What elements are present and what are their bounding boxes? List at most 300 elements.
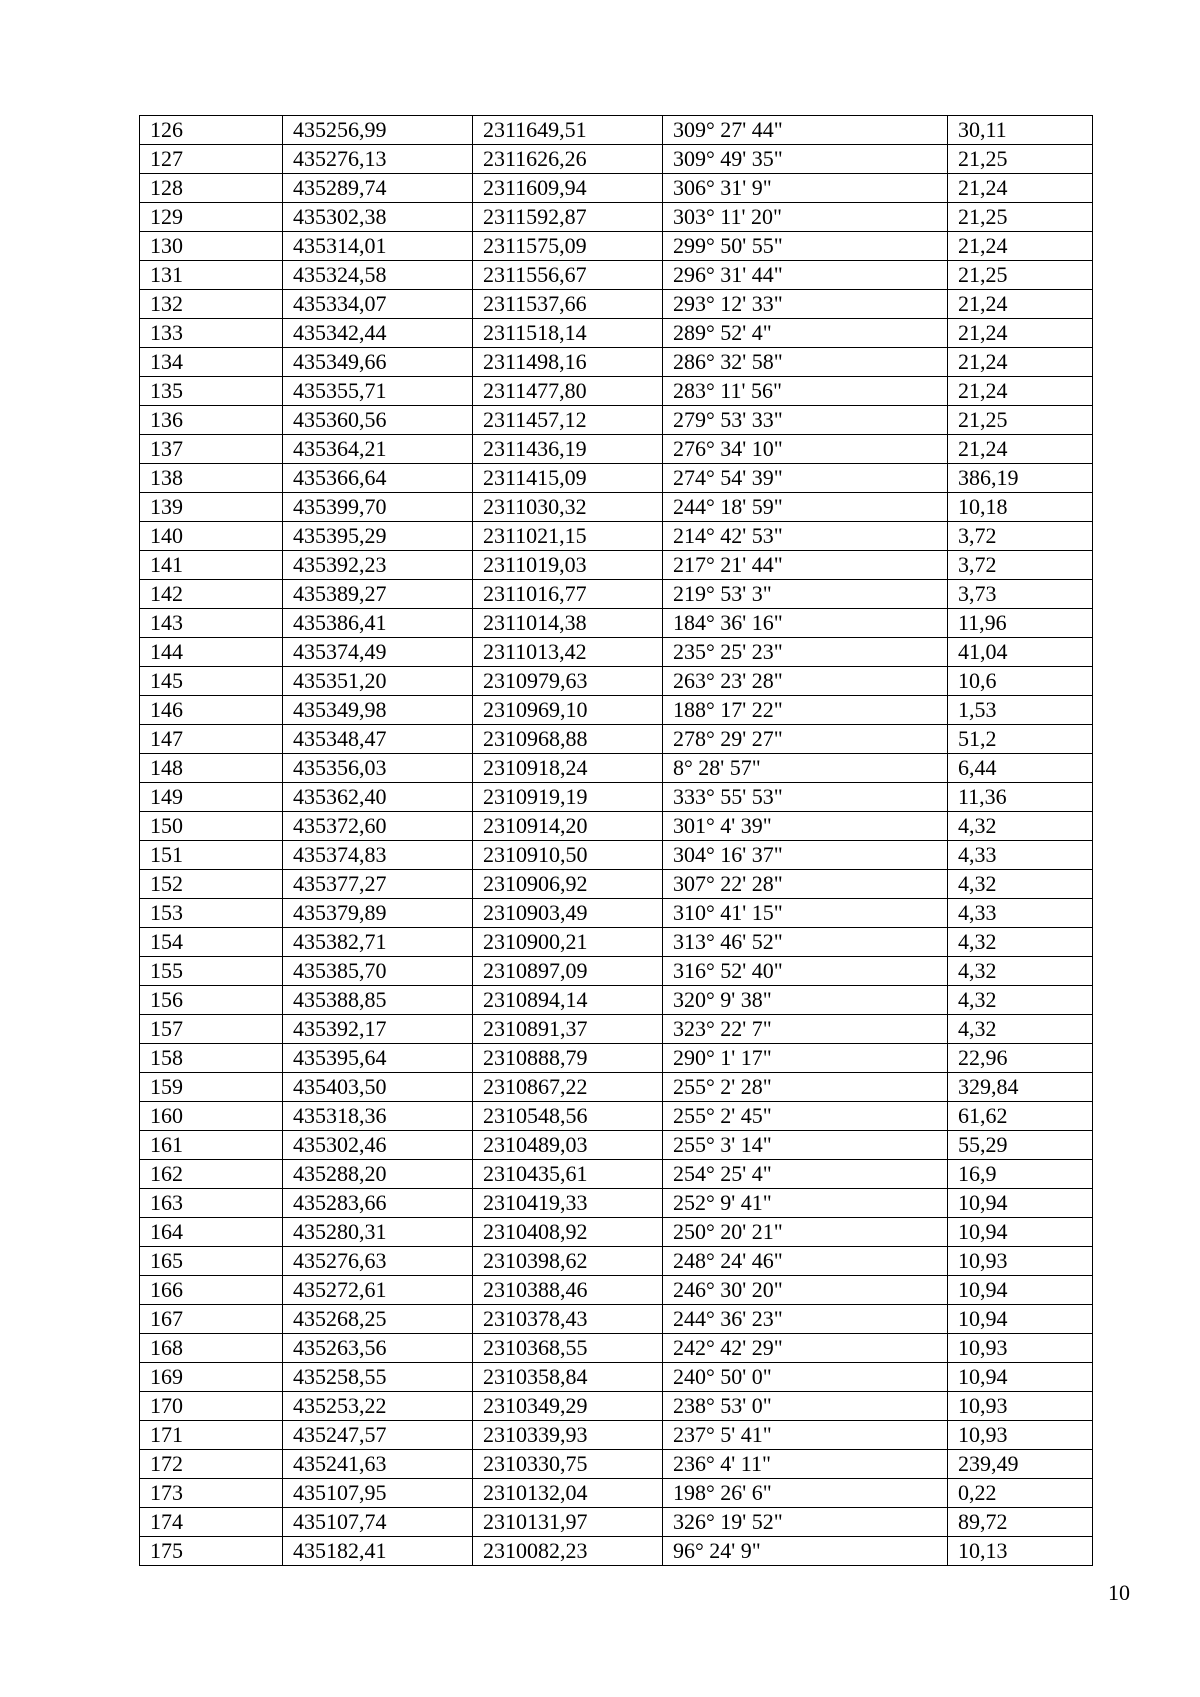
point-number-cell: 157 [140, 1015, 283, 1044]
x-coordinate-cell: 435268,25 [283, 1305, 473, 1334]
table-row [140, 1189, 1093, 1218]
direction-angle-cell: 235° 25' 23" [663, 638, 948, 667]
point-number-cell: 167 [140, 1305, 283, 1334]
distance-cell: 4,33 [948, 841, 1093, 870]
direction-angle-cell: 248° 24' 46" [663, 1247, 948, 1276]
direction-angle-cell: 96° 24' 9" [663, 1537, 948, 1566]
y-coordinate-cell: 2310082,23 [473, 1537, 663, 1566]
x-coordinate-cell: 435289,74 [283, 174, 473, 203]
distance-cell: 51,2 [948, 725, 1093, 754]
point-number-cell: 172 [140, 1450, 283, 1479]
distance-cell: 21,24 [948, 232, 1093, 261]
table-row [140, 1334, 1093, 1363]
x-coordinate-cell: 435388,85 [283, 986, 473, 1015]
table-row [140, 116, 1093, 145]
y-coordinate-cell: 2311477,80 [473, 377, 663, 406]
point-number-cell: 132 [140, 290, 283, 319]
x-coordinate-cell: 435253,22 [283, 1392, 473, 1421]
direction-angle-cell: 255° 2' 45" [663, 1102, 948, 1131]
table-row [140, 1247, 1093, 1276]
x-coordinate-cell: 435349,66 [283, 348, 473, 377]
y-coordinate-cell: 2310349,29 [473, 1392, 663, 1421]
direction-angle-cell: 255° 3' 14" [663, 1131, 948, 1160]
distance-cell: 4,32 [948, 812, 1093, 841]
distance-cell: 3,73 [948, 580, 1093, 609]
y-coordinate-cell: 2311014,38 [473, 609, 663, 638]
table-row [140, 1276, 1093, 1305]
point-number-cell: 146 [140, 696, 283, 725]
direction-angle-cell: 306° 31' 9" [663, 174, 948, 203]
table-row [140, 203, 1093, 232]
direction-angle-cell: 198° 26' 6" [663, 1479, 948, 1508]
point-number-cell: 127 [140, 145, 283, 174]
direction-angle-cell: 279° 53' 33" [663, 406, 948, 435]
distance-cell: 21,25 [948, 406, 1093, 435]
point-number-cell: 135 [140, 377, 283, 406]
point-number-cell: 162 [140, 1160, 283, 1189]
direction-angle-cell: 320° 9' 38" [663, 986, 948, 1015]
distance-cell: 10,94 [948, 1276, 1093, 1305]
distance-cell: 21,25 [948, 145, 1093, 174]
y-coordinate-cell: 2310919,19 [473, 783, 663, 812]
table-row [140, 522, 1093, 551]
x-coordinate-cell: 435302,46 [283, 1131, 473, 1160]
point-number-cell: 154 [140, 928, 283, 957]
x-coordinate-cell: 435349,98 [283, 696, 473, 725]
direction-angle-cell: 255° 2' 28" [663, 1073, 948, 1102]
table-row [140, 1073, 1093, 1102]
distance-cell: 22,96 [948, 1044, 1093, 1073]
x-coordinate-cell: 435374,49 [283, 638, 473, 667]
distance-cell: 4,32 [948, 957, 1093, 986]
x-coordinate-cell: 435302,38 [283, 203, 473, 232]
direction-angle-cell: 238° 53' 0" [663, 1392, 948, 1421]
x-coordinate-cell: 435342,44 [283, 319, 473, 348]
distance-cell: 4,32 [948, 928, 1093, 957]
coordinates-table [139, 115, 1093, 1566]
x-coordinate-cell: 435364,21 [283, 435, 473, 464]
x-coordinate-cell: 435382,71 [283, 928, 473, 957]
direction-angle-cell: 276° 34' 10" [663, 435, 948, 464]
table-row [140, 725, 1093, 754]
point-number-cell: 142 [140, 580, 283, 609]
table-row [140, 290, 1093, 319]
x-coordinate-cell: 435372,60 [283, 812, 473, 841]
direction-angle-cell: 240° 50' 0" [663, 1363, 948, 1392]
direction-angle-cell: 237° 5' 41" [663, 1421, 948, 1450]
x-coordinate-cell: 435107,95 [283, 1479, 473, 1508]
y-coordinate-cell: 2311457,12 [473, 406, 663, 435]
distance-cell: 10,93 [948, 1392, 1093, 1421]
point-number-cell: 158 [140, 1044, 283, 1073]
point-number-cell: 174 [140, 1508, 283, 1537]
y-coordinate-cell: 2310900,21 [473, 928, 663, 957]
point-number-cell: 129 [140, 203, 283, 232]
point-number-cell: 153 [140, 899, 283, 928]
point-number-cell: 152 [140, 870, 283, 899]
x-coordinate-cell: 435272,61 [283, 1276, 473, 1305]
point-number-cell: 145 [140, 667, 283, 696]
direction-angle-cell: 252° 9' 41" [663, 1189, 948, 1218]
table-row [140, 957, 1093, 986]
distance-cell: 21,24 [948, 174, 1093, 203]
direction-angle-cell: 309° 49' 35" [663, 145, 948, 174]
table-row [140, 1508, 1093, 1537]
direction-angle-cell: 250° 20' 21" [663, 1218, 948, 1247]
distance-cell: 55,29 [948, 1131, 1093, 1160]
direction-angle-cell: 304° 16' 37" [663, 841, 948, 870]
table-row [140, 145, 1093, 174]
table-row [140, 493, 1093, 522]
x-coordinate-cell: 435276,13 [283, 145, 473, 174]
distance-cell: 329,84 [948, 1073, 1093, 1102]
y-coordinate-cell: 2310131,97 [473, 1508, 663, 1537]
y-coordinate-cell: 2311436,19 [473, 435, 663, 464]
x-coordinate-cell: 435395,64 [283, 1044, 473, 1073]
table-row [140, 406, 1093, 435]
distance-cell: 4,33 [948, 899, 1093, 928]
point-number-cell: 134 [140, 348, 283, 377]
table-row [140, 1015, 1093, 1044]
table-row [140, 1102, 1093, 1131]
x-coordinate-cell: 435355,71 [283, 377, 473, 406]
distance-cell: 10,93 [948, 1334, 1093, 1363]
distance-cell: 4,32 [948, 1015, 1093, 1044]
direction-angle-cell: 293° 12' 33" [663, 290, 948, 319]
table-row [140, 1218, 1093, 1247]
table-row [140, 174, 1093, 203]
table-row [140, 870, 1093, 899]
x-coordinate-cell: 435276,63 [283, 1247, 473, 1276]
x-coordinate-cell: 435324,58 [283, 261, 473, 290]
table-row [140, 261, 1093, 290]
point-number-cell: 171 [140, 1421, 283, 1450]
y-coordinate-cell: 2310435,61 [473, 1160, 663, 1189]
distance-cell: 21,24 [948, 435, 1093, 464]
distance-cell: 21,25 [948, 261, 1093, 290]
point-number-cell: 156 [140, 986, 283, 1015]
y-coordinate-cell: 2310979,63 [473, 667, 663, 696]
point-number-cell: 169 [140, 1363, 283, 1392]
y-coordinate-cell: 2310339,93 [473, 1421, 663, 1450]
distance-cell: 21,24 [948, 348, 1093, 377]
point-number-cell: 136 [140, 406, 283, 435]
table-row [140, 899, 1093, 928]
x-coordinate-cell: 435247,57 [283, 1421, 473, 1450]
point-number-cell: 143 [140, 609, 283, 638]
x-coordinate-cell: 435395,29 [283, 522, 473, 551]
x-coordinate-cell: 435374,83 [283, 841, 473, 870]
point-number-cell: 126 [140, 116, 283, 145]
table-row [140, 928, 1093, 957]
y-coordinate-cell: 2310368,55 [473, 1334, 663, 1363]
y-coordinate-cell: 2310132,04 [473, 1479, 663, 1508]
table-row [140, 1392, 1093, 1421]
distance-cell: 4,32 [948, 986, 1093, 1015]
distance-cell: 21,25 [948, 203, 1093, 232]
x-coordinate-cell: 435360,56 [283, 406, 473, 435]
x-coordinate-cell: 435283,66 [283, 1189, 473, 1218]
direction-angle-cell: 316° 52' 40" [663, 957, 948, 986]
point-number-cell: 164 [140, 1218, 283, 1247]
y-coordinate-cell: 2310358,84 [473, 1363, 663, 1392]
distance-cell: 3,72 [948, 551, 1093, 580]
y-coordinate-cell: 2310398,62 [473, 1247, 663, 1276]
table-row [140, 696, 1093, 725]
x-coordinate-cell: 435334,07 [283, 290, 473, 319]
direction-angle-cell: 242° 42' 29" [663, 1334, 948, 1363]
table-row [140, 754, 1093, 783]
point-number-cell: 168 [140, 1334, 283, 1363]
point-number-cell: 131 [140, 261, 283, 290]
y-coordinate-cell: 2311518,14 [473, 319, 663, 348]
point-number-cell: 173 [140, 1479, 283, 1508]
direction-angle-cell: 274° 54' 39" [663, 464, 948, 493]
distance-cell: 10,93 [948, 1421, 1093, 1450]
table-row [140, 232, 1093, 261]
direction-angle-cell: 313° 46' 52" [663, 928, 948, 957]
x-coordinate-cell: 435377,27 [283, 870, 473, 899]
point-number-cell: 144 [140, 638, 283, 667]
x-coordinate-cell: 435182,41 [283, 1537, 473, 1566]
table-row [140, 464, 1093, 493]
point-number-cell: 170 [140, 1392, 283, 1421]
distance-cell: 10,94 [948, 1363, 1093, 1392]
direction-angle-cell: 8° 28' 57" [663, 754, 948, 783]
distance-cell: 3,72 [948, 522, 1093, 551]
x-coordinate-cell: 435351,20 [283, 667, 473, 696]
table-row [140, 1044, 1093, 1073]
direction-angle-cell: 286° 32' 58" [663, 348, 948, 377]
point-number-cell: 138 [140, 464, 283, 493]
direction-angle-cell: 299° 50' 55" [663, 232, 948, 261]
y-coordinate-cell: 2310330,75 [473, 1450, 663, 1479]
direction-angle-cell: 301° 4' 39" [663, 812, 948, 841]
table-row [140, 783, 1093, 812]
x-coordinate-cell: 435379,89 [283, 899, 473, 928]
distance-cell: 10,13 [948, 1537, 1093, 1566]
table-row [140, 1131, 1093, 1160]
x-coordinate-cell: 435348,47 [283, 725, 473, 754]
y-coordinate-cell: 2311575,09 [473, 232, 663, 261]
direction-angle-cell: 323° 22' 7" [663, 1015, 948, 1044]
y-coordinate-cell: 2310867,22 [473, 1073, 663, 1102]
y-coordinate-cell: 2311030,32 [473, 493, 663, 522]
y-coordinate-cell: 2311626,26 [473, 145, 663, 174]
x-coordinate-cell: 435314,01 [283, 232, 473, 261]
x-coordinate-cell: 435280,31 [283, 1218, 473, 1247]
direction-angle-cell: 254° 25' 4" [663, 1160, 948, 1189]
direction-angle-cell: 310° 41' 15" [663, 899, 948, 928]
point-number-cell: 175 [140, 1537, 283, 1566]
table-row [140, 841, 1093, 870]
y-coordinate-cell: 2310408,92 [473, 1218, 663, 1247]
point-number-cell: 128 [140, 174, 283, 203]
distance-cell: 21,24 [948, 377, 1093, 406]
point-number-cell: 130 [140, 232, 283, 261]
table-row [140, 986, 1093, 1015]
point-number-cell: 148 [140, 754, 283, 783]
y-coordinate-cell: 2310489,03 [473, 1131, 663, 1160]
x-coordinate-cell: 435258,55 [283, 1363, 473, 1392]
distance-cell: 30,11 [948, 116, 1093, 145]
distance-cell: 0,22 [948, 1479, 1093, 1508]
distance-cell: 61,62 [948, 1102, 1093, 1131]
distance-cell: 41,04 [948, 638, 1093, 667]
table-row [140, 1160, 1093, 1189]
y-coordinate-cell: 2310548,56 [473, 1102, 663, 1131]
direction-angle-cell: 244° 18' 59" [663, 493, 948, 522]
y-coordinate-cell: 2310903,49 [473, 899, 663, 928]
direction-angle-cell: 188° 17' 22" [663, 696, 948, 725]
x-coordinate-cell: 435392,23 [283, 551, 473, 580]
table-row [140, 1305, 1093, 1334]
y-coordinate-cell: 2311649,51 [473, 116, 663, 145]
table-row [140, 377, 1093, 406]
direction-angle-cell: 263° 23' 28" [663, 667, 948, 696]
x-coordinate-cell: 435386,41 [283, 609, 473, 638]
y-coordinate-cell: 2311609,94 [473, 174, 663, 203]
point-number-cell: 137 [140, 435, 283, 464]
y-coordinate-cell: 2310894,14 [473, 986, 663, 1015]
y-coordinate-cell: 2311498,16 [473, 348, 663, 377]
x-coordinate-cell: 435366,64 [283, 464, 473, 493]
direction-angle-cell: 296° 31' 44" [663, 261, 948, 290]
point-number-cell: 147 [140, 725, 283, 754]
point-number-cell: 133 [140, 319, 283, 348]
distance-cell: 11,96 [948, 609, 1093, 638]
table-row [140, 1421, 1093, 1450]
table-row [140, 638, 1093, 667]
direction-angle-cell: 244° 36' 23" [663, 1305, 948, 1334]
table-row [140, 609, 1093, 638]
point-number-cell: 141 [140, 551, 283, 580]
y-coordinate-cell: 2311019,03 [473, 551, 663, 580]
x-coordinate-cell: 435356,03 [283, 754, 473, 783]
point-number-cell: 166 [140, 1276, 283, 1305]
direction-angle-cell: 217° 21' 44" [663, 551, 948, 580]
table-row [140, 580, 1093, 609]
y-coordinate-cell: 2311556,67 [473, 261, 663, 290]
x-coordinate-cell: 435392,17 [283, 1015, 473, 1044]
point-number-cell: 139 [140, 493, 283, 522]
point-number-cell: 150 [140, 812, 283, 841]
point-number-cell: 159 [140, 1073, 283, 1102]
y-coordinate-cell: 2310419,33 [473, 1189, 663, 1218]
y-coordinate-cell: 2310891,37 [473, 1015, 663, 1044]
x-coordinate-cell: 435256,99 [283, 116, 473, 145]
x-coordinate-cell: 435399,70 [283, 493, 473, 522]
y-coordinate-cell: 2311013,42 [473, 638, 663, 667]
table-row [140, 348, 1093, 377]
table-row [140, 1450, 1093, 1479]
direction-angle-cell: 326° 19' 52" [663, 1508, 948, 1537]
x-coordinate-cell: 435107,74 [283, 1508, 473, 1537]
table-row [140, 1537, 1093, 1566]
y-coordinate-cell: 2311537,66 [473, 290, 663, 319]
table-row [140, 812, 1093, 841]
distance-cell: 4,32 [948, 870, 1093, 899]
page-number: 10 [1108, 1580, 1130, 1605]
direction-angle-cell: 333° 55' 53" [663, 783, 948, 812]
distance-cell: 89,72 [948, 1508, 1093, 1537]
x-coordinate-cell: 435403,50 [283, 1073, 473, 1102]
distance-cell: 10,94 [948, 1189, 1093, 1218]
distance-cell: 10,93 [948, 1247, 1093, 1276]
direction-angle-cell: 214° 42' 53" [663, 522, 948, 551]
distance-cell: 239,49 [948, 1450, 1093, 1479]
point-number-cell: 165 [140, 1247, 283, 1276]
y-coordinate-cell: 2310910,50 [473, 841, 663, 870]
point-number-cell: 163 [140, 1189, 283, 1218]
distance-cell: 10,18 [948, 493, 1093, 522]
point-number-cell: 151 [140, 841, 283, 870]
table-row [140, 551, 1093, 580]
y-coordinate-cell: 2310906,92 [473, 870, 663, 899]
y-coordinate-cell: 2310378,43 [473, 1305, 663, 1334]
distance-cell: 10,94 [948, 1305, 1093, 1334]
direction-angle-cell: 184° 36' 16" [663, 609, 948, 638]
y-coordinate-cell: 2310897,09 [473, 957, 663, 986]
point-number-cell: 161 [140, 1131, 283, 1160]
direction-angle-cell: 289° 52' 4" [663, 319, 948, 348]
table-row [140, 1479, 1093, 1508]
y-coordinate-cell: 2311021,15 [473, 522, 663, 551]
y-coordinate-cell: 2311016,77 [473, 580, 663, 609]
distance-cell: 11,36 [948, 783, 1093, 812]
x-coordinate-cell: 435389,27 [283, 580, 473, 609]
distance-cell: 6,44 [948, 754, 1093, 783]
distance-cell: 21,24 [948, 290, 1093, 319]
y-coordinate-cell: 2310918,24 [473, 754, 663, 783]
direction-angle-cell: 303° 11' 20" [663, 203, 948, 232]
y-coordinate-cell: 2311415,09 [473, 464, 663, 493]
distance-cell: 10,94 [948, 1218, 1093, 1247]
point-number-cell: 155 [140, 957, 283, 986]
x-coordinate-cell: 435288,20 [283, 1160, 473, 1189]
x-coordinate-cell: 435241,63 [283, 1450, 473, 1479]
distance-cell: 16,9 [948, 1160, 1093, 1189]
direction-angle-cell: 278° 29' 27" [663, 725, 948, 754]
y-coordinate-cell: 2311592,87 [473, 203, 663, 232]
direction-angle-cell: 283° 11' 56" [663, 377, 948, 406]
distance-cell: 21,24 [948, 319, 1093, 348]
direction-angle-cell: 290° 1' 17" [663, 1044, 948, 1073]
x-coordinate-cell: 435318,36 [283, 1102, 473, 1131]
x-coordinate-cell: 435362,40 [283, 783, 473, 812]
table-row [140, 435, 1093, 464]
direction-angle-cell: 236° 4' 11" [663, 1450, 948, 1479]
table-row [140, 319, 1093, 348]
direction-angle-cell: 246° 30' 20" [663, 1276, 948, 1305]
y-coordinate-cell: 2310968,88 [473, 725, 663, 754]
y-coordinate-cell: 2310388,46 [473, 1276, 663, 1305]
distance-cell: 10,6 [948, 667, 1093, 696]
y-coordinate-cell: 2310888,79 [473, 1044, 663, 1073]
coordinates-table-body [140, 116, 1093, 1566]
point-number-cell: 149 [140, 783, 283, 812]
direction-angle-cell: 309° 27' 44" [663, 116, 948, 145]
direction-angle-cell: 307° 22' 28" [663, 870, 948, 899]
table-row [140, 667, 1093, 696]
x-coordinate-cell: 435385,70 [283, 957, 473, 986]
y-coordinate-cell: 2310914,20 [473, 812, 663, 841]
distance-cell: 386,19 [948, 464, 1093, 493]
point-number-cell: 140 [140, 522, 283, 551]
direction-angle-cell: 219° 53' 3" [663, 580, 948, 609]
x-coordinate-cell: 435263,56 [283, 1334, 473, 1363]
table-row [140, 1363, 1093, 1392]
